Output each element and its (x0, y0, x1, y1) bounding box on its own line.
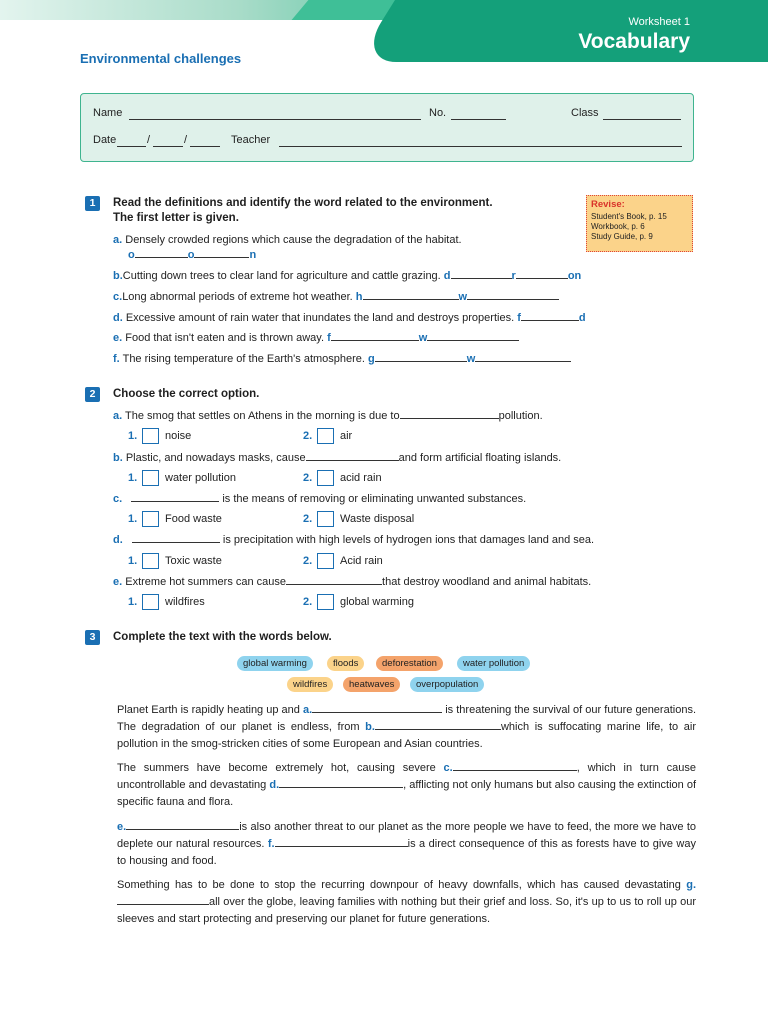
no-field[interactable] (451, 108, 506, 120)
teacher-field[interactable] (279, 135, 682, 147)
paragraph-text: is threatening the survival of our future generations. The degradation of our planet is endless, from (117, 704, 697, 733)
item-letter: d. (113, 312, 123, 324)
paragraph-text: is a direct consequence of this as forests have to give way to housing and food. (117, 838, 696, 867)
text-paragraph-1 (117, 702, 696, 753)
option-number: 2. (303, 430, 313, 442)
answer-blank[interactable] (521, 310, 579, 321)
option-number: 2. (303, 555, 313, 567)
item-text: Long abnormal periods of extreme hot weather. (122, 291, 353, 303)
instruction-line: Read the definitions and identify the word related to the environment. (113, 197, 493, 209)
answer-blank[interactable] (375, 351, 467, 362)
option-label: water pollution (165, 472, 236, 484)
gap-letter: c. (443, 762, 453, 774)
hint-letter: g (368, 353, 375, 365)
ex2-c-option-2 (303, 511, 414, 527)
paragraph-text: The summers have become extremely hot, causing severe (117, 762, 444, 774)
gap-letter: e. (117, 821, 127, 833)
header-dark-tab (356, 0, 768, 62)
item-text: pollution. (498, 410, 543, 422)
hint-letter: d (443, 270, 451, 282)
ex1-item-d (113, 310, 586, 325)
checkbox[interactable] (142, 511, 159, 527)
answer-blank[interactable] (306, 450, 399, 461)
word-chip: water pollution (457, 656, 530, 671)
answer-blank[interactable] (400, 408, 499, 419)
text-paragraph-3 (117, 819, 696, 870)
item-letter: b. (113, 270, 123, 282)
text-paragraph-4 (117, 877, 696, 928)
ex2-item-c (113, 491, 526, 506)
hint-letter: w (458, 291, 468, 303)
item-text: Plastic, and nowadays masks, cause (125, 452, 306, 464)
word-chip: overpopulation (410, 677, 484, 692)
item-letter: e. (113, 576, 123, 588)
item-letter: b. (113, 452, 123, 464)
ex1-item-e (113, 330, 519, 345)
answer-blank[interactable] (117, 894, 209, 905)
exercise-2-number: 2 (85, 387, 100, 402)
hint-letter: w (466, 353, 476, 365)
hint-letter: o (187, 249, 195, 261)
hint-letter: on (567, 270, 582, 282)
gap-letter: d. (269, 779, 280, 791)
paragraph-text: is also another threat to our planet as the more people we have to feed, the more we have to deplete our natural resources. (117, 821, 696, 850)
ex2-b-option-2 (303, 470, 382, 486)
item-text: is precipitation with high levels of hydrogen ions that damages land and sea. (222, 534, 595, 546)
revise-line: Student's Book, p. 15 (591, 212, 667, 221)
item-text: and form artificial floating islands. (398, 452, 562, 464)
answer-blank[interactable] (194, 247, 249, 258)
answer-blank[interactable] (275, 836, 408, 847)
option-label: Food waste (165, 513, 222, 525)
answer-blank[interactable] (126, 819, 239, 830)
name-label: Name (93, 107, 123, 119)
paragraph-text: all over the globe, leaving families with nothing but their grief and loss. So, it's up to us to roll up our sleeves and start protecting and preserving our planet for future generations. (117, 896, 696, 925)
ex2-e-option-1 (128, 594, 205, 610)
answer-blank[interactable] (135, 247, 188, 258)
worksheet-label: Worksheet 1 (628, 16, 690, 28)
checkbox[interactable] (142, 594, 159, 610)
ex2-item-e (113, 574, 591, 589)
ex2-a-option-1 (128, 428, 191, 444)
hint-letter: f (327, 332, 331, 344)
hint-letter: n (249, 249, 257, 261)
ex1-item-b (113, 268, 581, 283)
item-letter: d. (113, 534, 123, 546)
name-field[interactable] (129, 108, 421, 120)
hint-letter: h (355, 291, 363, 303)
revise-line: Workbook, p. 6 (591, 222, 645, 231)
checkbox[interactable] (317, 511, 334, 527)
checkbox[interactable] (317, 428, 334, 444)
item-letter: a. (113, 410, 123, 422)
checkbox[interactable] (317, 553, 334, 569)
revise-title: Revise: (591, 199, 625, 210)
revise-box (586, 195, 693, 252)
answer-blank[interactable] (363, 289, 459, 300)
ex1-item-a-answer[interactable] (128, 247, 256, 262)
date-label: Date (93, 134, 117, 146)
item-text: Cutting down trees to clear land for agriculture and cattle grazing. (122, 270, 441, 282)
option-number: 2. (303, 596, 313, 608)
option-label: Waste disposal (340, 513, 415, 525)
item-letter: c. (113, 493, 123, 505)
hint-letter: o (128, 249, 135, 261)
item-letter: e. (113, 332, 123, 344)
paragraph-text: , afflicting not only humans but also causing the extinction of specific fauna and flora. (117, 779, 697, 808)
item-text: is the means of removing or eliminating unwanted substances. (222, 493, 527, 505)
gap-letter: g. (686, 879, 696, 891)
option-label: Toxic waste (165, 555, 222, 567)
topic-title: Environmental challenges (80, 51, 242, 66)
gap-letter: b. (365, 721, 375, 733)
option-number: 1. (128, 513, 138, 525)
option-label: air (340, 430, 353, 442)
answer-blank[interactable] (279, 777, 403, 788)
answer-blank[interactable] (286, 574, 382, 585)
option-number: 1. (128, 555, 138, 567)
class-field[interactable] (603, 108, 681, 120)
answer-blank[interactable] (427, 330, 519, 341)
answer-blank[interactable] (451, 268, 512, 279)
item-text: The rising temperature of the Earth's atmosphere. (122, 353, 365, 365)
word-chip: heatwaves (343, 677, 400, 692)
gap-letter: f. (267, 838, 275, 850)
word-chip: floods (327, 656, 364, 671)
answer-blank[interactable] (516, 268, 568, 279)
paragraph-text: , which in turn cause uncontrollable and devastating (117, 762, 696, 791)
date-year-field[interactable] (190, 135, 220, 147)
checkbox[interactable] (142, 470, 159, 486)
checkbox[interactable] (142, 428, 159, 444)
answer-blank[interactable] (331, 330, 419, 341)
word-chip: deforestation (376, 656, 443, 671)
answer-blank[interactable] (312, 702, 442, 713)
revise-line: Study Guide, p. 9 (591, 232, 653, 241)
option-label: wildfires (165, 596, 205, 608)
class-label: Class (571, 107, 599, 119)
option-label: acid rain (340, 472, 382, 484)
paragraph-text: Planet Earth is rapidly heating up and (117, 704, 303, 716)
date-month-field[interactable] (153, 135, 183, 147)
item-text: The smog that settles on Athens in the morning is due to (125, 410, 400, 422)
ex1-item-f (113, 351, 571, 366)
ex2-e-option-2 (303, 594, 414, 610)
paragraph-text: Something has to be done to stop the recurring downpour of heavy downfalls, which has caused devastating (117, 879, 687, 891)
item-letter: c. (113, 291, 123, 303)
option-number: 1. (128, 472, 138, 484)
item-text: Food that isn't eaten and is thrown away. (125, 332, 325, 344)
page-title: Vocabulary (578, 30, 690, 53)
answer-blank[interactable] (132, 532, 220, 543)
teacher-label: Teacher (231, 134, 271, 146)
item-letter: f. (113, 353, 120, 365)
word-chip: global warming (237, 656, 313, 671)
hint-letter: f (517, 312, 521, 324)
ex2-item-a (113, 408, 543, 423)
answer-blank[interactable] (467, 289, 559, 300)
option-label: Acid rain (340, 555, 383, 567)
option-number: 2. (303, 472, 313, 484)
student-info-box (80, 93, 694, 162)
ex1-item-a (113, 233, 462, 247)
answer-blank[interactable] (375, 719, 501, 730)
exercise-1-instruction (113, 196, 493, 226)
exercise-3-number: 3 (85, 630, 100, 645)
option-label: noise (165, 430, 192, 442)
ex2-a-option-2 (303, 428, 352, 444)
checkbox[interactable] (142, 553, 159, 569)
ex1-item-c (113, 289, 559, 304)
option-number: 2. (303, 513, 313, 525)
word-chip: wildfires (287, 677, 333, 692)
item-text: Densely crowded regions which cause the degradation of the habitat. (125, 234, 462, 246)
date-day-field[interactable] (117, 135, 146, 147)
ex2-c-option-1 (128, 511, 222, 527)
date-separator: / (184, 134, 188, 146)
answer-blank[interactable] (131, 491, 219, 502)
paragraph-text: which is suffocating marine life, to air pollution in the smog-stricken cities of some European and Asian countries. (117, 721, 696, 750)
ex2-b-option-1 (128, 470, 236, 486)
answer-blank[interactable] (475, 351, 571, 362)
exercise-1-number: 1 (85, 196, 100, 211)
checkbox[interactable] (317, 470, 334, 486)
date-separator: / (147, 134, 151, 146)
ex2-d-option-1 (128, 553, 222, 569)
hint-letter: w (418, 332, 428, 344)
no-label: No. (429, 107, 447, 119)
ex2-item-d (113, 532, 594, 547)
item-letter: a. (113, 234, 123, 246)
text-paragraph-2 (117, 760, 696, 811)
option-label: global warming (340, 596, 414, 608)
exercise-2-instruction: Choose the correct option. (113, 388, 260, 400)
instruction-line: The first letter is given. (113, 212, 239, 224)
option-number: 1. (128, 430, 138, 442)
hint-letter: r (511, 270, 516, 282)
checkbox[interactable] (317, 594, 334, 610)
ex2-d-option-2 (303, 553, 383, 569)
option-number: 1. (128, 596, 138, 608)
exercise-3-instruction: Complete the text with the words below. (113, 631, 332, 643)
item-text: that destroy woodland and animal habitats. (382, 576, 592, 588)
gap-letter: a. (302, 704, 313, 716)
item-text: Extreme hot summers can cause (125, 576, 287, 588)
hint-letter: d (578, 312, 586, 324)
ex2-item-b (113, 450, 561, 465)
item-text: Excessive amount of rain water that inundates the land and destroys properties. (125, 312, 515, 324)
header-light-stripe (0, 0, 340, 20)
answer-blank[interactable] (453, 760, 577, 771)
